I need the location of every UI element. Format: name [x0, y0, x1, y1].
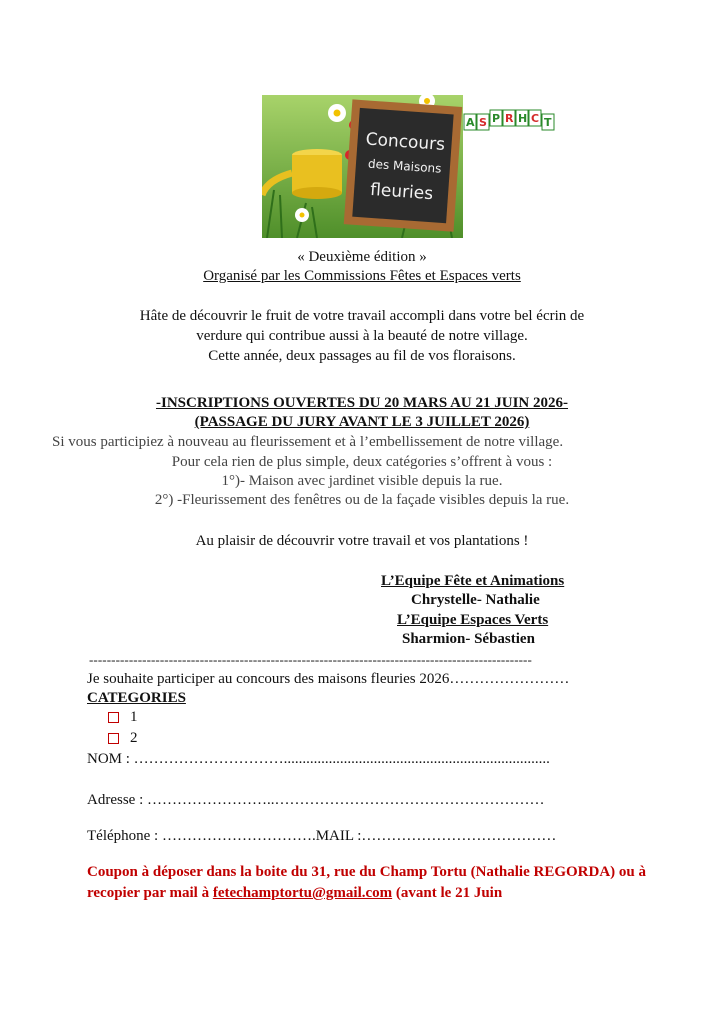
categories-title: CATEGORIES [87, 690, 186, 706]
team-espaces-verts: L’Equipe Espaces Verts [397, 612, 549, 628]
organizer-text: Organisé par les Commissions Fêtes et Espaces verts [203, 268, 521, 284]
closing-line: Au plaisir de découvrir votre travail et vos plantations ! [195, 533, 529, 549]
logo-letter-s: S [479, 116, 487, 129]
slate-word-concours: Concours [364, 129, 446, 155]
slate-word-fleuries: fleuries [369, 179, 434, 205]
slate-word-maisons: des Maisons [367, 156, 442, 176]
category-1-checkbox[interactable] [108, 712, 119, 723]
intro-line-2: verdure qui contribue aussi à la beauté de notre village. [196, 328, 528, 344]
adresse-field[interactable]: Adresse : ……………………..……………………………………………… [87, 792, 545, 808]
category-1-label: 1 [130, 709, 138, 725]
jury-date: (PASSAGE DU JURY AVANT LE 3 JUILLET 2026) [194, 414, 530, 430]
nom-field[interactable]: NOM : …………………………....................................................................... [87, 751, 550, 767]
logo-letter-t: T [544, 116, 552, 129]
logo-letter-a: A [466, 116, 475, 129]
coupon-email-link[interactable]: fetechamptortu@gmail.com [212, 885, 393, 901]
team-espaces-names: Sharmion- Sébastien [402, 631, 535, 647]
logo-letter-r: R [505, 112, 514, 125]
detail-line-4: 2°) -Fleurissement des fenêtres ou de la façade visibles depuis la rue. [154, 492, 570, 508]
logo-letter-h: H [518, 112, 528, 125]
organizer-line [0, 266, 724, 287]
team-fete-animations: L’Equipe Fête et Animations [381, 573, 565, 589]
cut-line: ---------------------------------------------------------------------------------------------------- [89, 652, 532, 667]
detail-line-3: 1°)- Maison avec jardinet visible depuis la rue. [221, 473, 503, 489]
intro-line-1: Hâte de découvrir le fruit de votre travail accompli dans votre bel écrin de [139, 308, 585, 324]
logo-blocks [463, 108, 558, 136]
logo-letter-p: P [492, 112, 501, 125]
contest-illustration [262, 95, 463, 238]
detail-line-1: Si vous participiez à nouveau au fleurissement et à l’embellissement de notre village. [52, 434, 564, 450]
category-2-checkbox[interactable] [108, 733, 119, 744]
intro-line-3: Cette année, deux passages au fil de vos floraisons. [208, 348, 516, 364]
logo-letter-c: C [531, 112, 540, 125]
coupon-deadline: (avant le 21 Juin [392, 885, 503, 901]
inscriptions-dates: -INSCRIPTIONS OUVERTES DU 20 MARS AU 21 JUIN 2026- [155, 395, 569, 411]
participate-line: Je souhaite participer au concours des maisons fleuries 2026…………………… [87, 671, 570, 687]
asprhct-logo [463, 108, 558, 136]
edition-label: « Deuxième édition » [297, 249, 427, 265]
telephone-mail-field[interactable]: Téléphone : ………………………….MAIL :………………………………… [87, 828, 557, 844]
garden-slate-image [262, 95, 463, 238]
coupon-instructions [87, 862, 657, 904]
detail-line-2: Pour cela rien de plus simple, deux catégories s’offrent à vous : [171, 454, 553, 470]
team-fete-names: Chrystelle- Nathalie [411, 592, 540, 608]
category-2-label: 2 [130, 730, 138, 746]
coupon-text: Coupon à déposer dans la boite du 31, rue du Champ Tortu (Nathalie REGORDA) ou à recopier par mail à [87, 864, 646, 901]
